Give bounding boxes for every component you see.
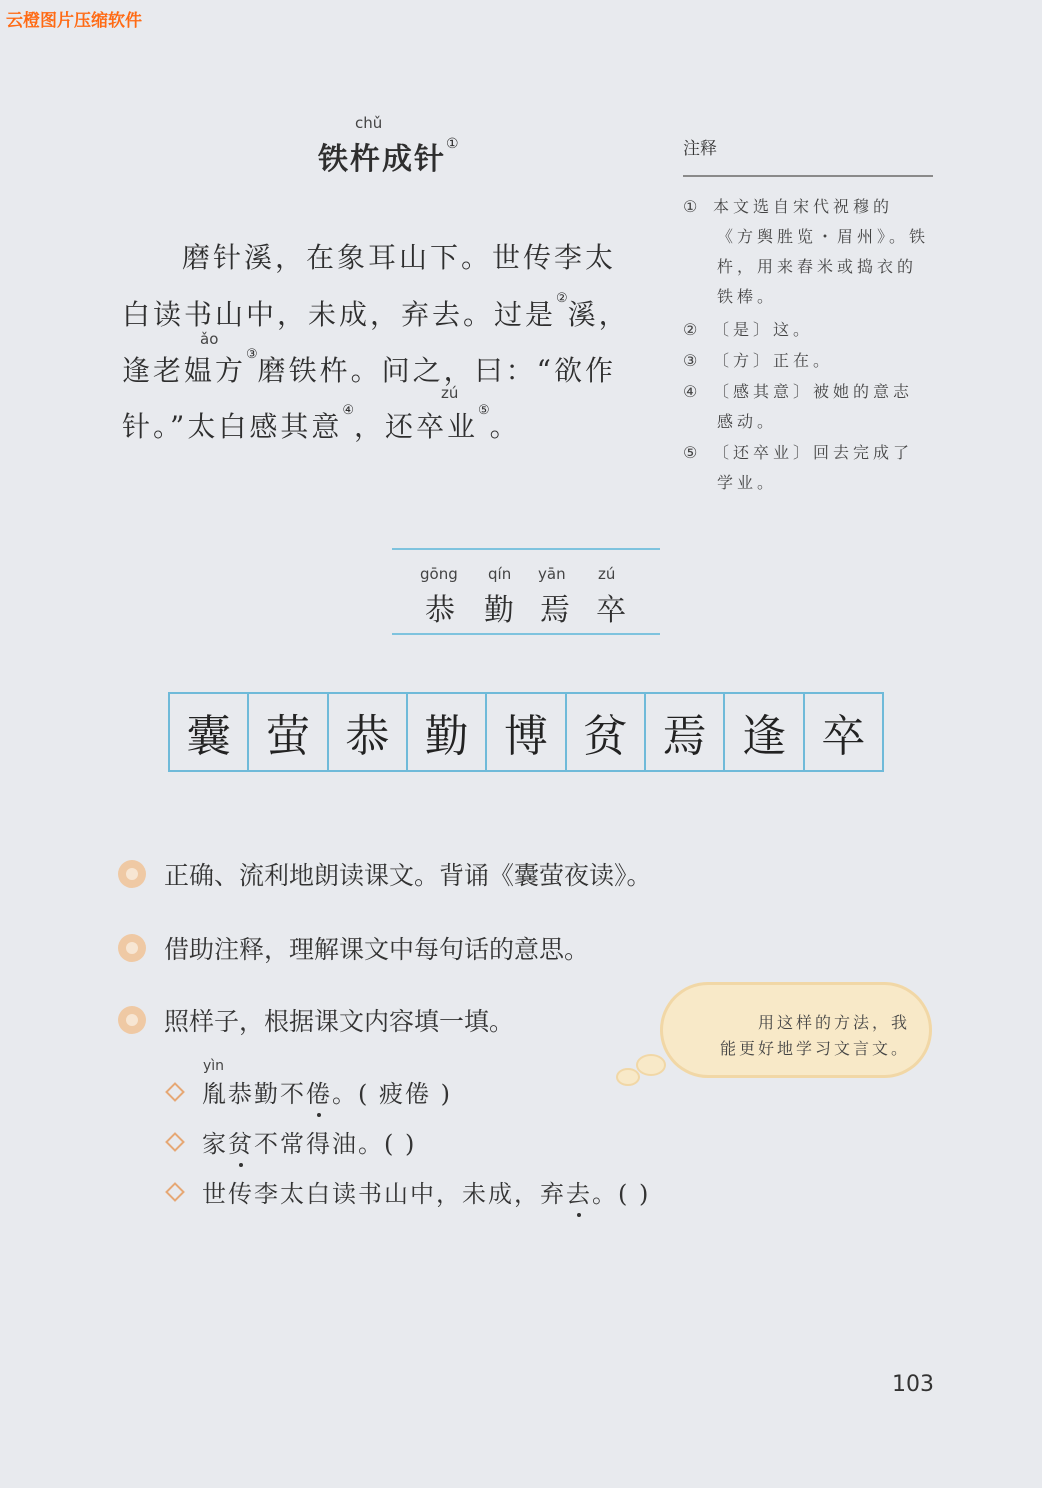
text-line-1: 磨针溪，在象耳山下。世传李太 — [182, 241, 617, 274]
writing-grid — [168, 692, 884, 772]
task-bullet-icon — [118, 1006, 146, 1034]
category-pinyin-3: yān — [538, 565, 566, 583]
speech-bubble-text: 用这样的方法，我 能更好地学习文言文。 — [719, 1013, 910, 1058]
text-line-3: 逢老媪方③磨铁杵。问之，曰：“欲作 — [122, 347, 616, 387]
example-1: 胤恭勤不 倦 。( 疲倦 ) — [168, 1074, 452, 1109]
example-2: 家 贫 不常得油。( ) — [168, 1124, 416, 1159]
diamond-bullet-icon — [165, 1132, 185, 1152]
pinyin-zu: zú — [441, 384, 459, 402]
note-4: ④ 〔感其意〕被她的意志 感动。 — [683, 382, 914, 431]
category-char-3: 焉 — [540, 593, 570, 628]
pinyin-yin: yìn — [203, 1058, 225, 1074]
text-line-4: 针。”太白感其意④，还卒业⑤。 — [122, 403, 521, 443]
title-note-marker: ① — [446, 136, 461, 152]
page-number: 103 — [892, 1372, 934, 1397]
grid-char: 逢 — [725, 694, 804, 770]
emphasis-char: 去 — [566, 1174, 592, 1209]
pinyin-ao: ǎo — [200, 330, 219, 348]
task-bullet-icon — [118, 860, 146, 888]
note-5: ⑤ 〔还卒业〕回去完成了 学业。 — [683, 443, 914, 492]
grid-char: 勤 — [408, 694, 487, 770]
lesson-title — [318, 134, 461, 178]
note-marker: ④ — [342, 403, 354, 418]
notes-heading: 注释 — [683, 139, 717, 159]
emphasis-char: 贫 — [228, 1124, 254, 1159]
lesson-title-text: 铁杵成针 — [318, 142, 446, 177]
category-char-1: 恭 — [425, 593, 455, 628]
category-pinyin-1: gōng — [420, 565, 458, 583]
task-3: 照样子，根据课文内容填一填。 — [118, 1002, 514, 1038]
diamond-bullet-icon — [165, 1082, 185, 1102]
example-3: 世传李太白读书山中，未成，弃 去 。( ) — [168, 1174, 650, 1209]
note-1: ① 本文选自宋代祝穆的 《方舆胜览・眉州》。铁 杵，用来舂米或捣衣的 铁棒。 — [683, 197, 930, 306]
note-3: ③ 〔方〕正在。 — [683, 351, 834, 370]
note-marker: ③ — [246, 347, 258, 362]
task-1: 正确、流利地朗读课文。背诵《囊萤夜读》。 — [118, 856, 652, 892]
category-char-2: 勤 — [484, 593, 514, 628]
grid-char: 恭 — [329, 694, 408, 770]
grid-char: 焉 — [646, 694, 725, 770]
note-marker: ② — [556, 291, 568, 306]
note-2: ② 〔是〕这。 — [683, 320, 814, 339]
bubble-puff-icon — [636, 1054, 666, 1076]
grid-char: 囊 — [170, 694, 249, 770]
emphasis-char: 倦 — [306, 1074, 332, 1109]
note-marker: ⑤ — [478, 403, 490, 418]
category-pinyin-2: qín — [488, 565, 512, 583]
grid-char: 贫 — [567, 694, 646, 770]
task-2: 借助注释，理解课文中每句话的意思。 — [118, 930, 589, 966]
category-char-4: 卒 — [596, 593, 626, 628]
grid-char: 博 — [487, 694, 566, 770]
grid-char: 萤 — [249, 694, 328, 770]
category-top-rule — [392, 548, 660, 550]
diamond-bullet-icon — [165, 1182, 185, 1202]
category-pinyin-4: zú — [598, 565, 616, 583]
bubble-puff-icon — [616, 1068, 640, 1086]
category-bottom-rule — [392, 633, 660, 635]
task-bullet-icon — [118, 934, 146, 962]
watermark-text: 云橙图片压缩软件 — [6, 11, 142, 31]
grid-char: 卒 — [821, 711, 866, 762]
notes-divider — [683, 175, 933, 177]
text-line-2: 白读书山中，未成，弃去。过是②溪， — [122, 291, 630, 331]
title-pinyin: chǔ — [355, 114, 383, 132]
